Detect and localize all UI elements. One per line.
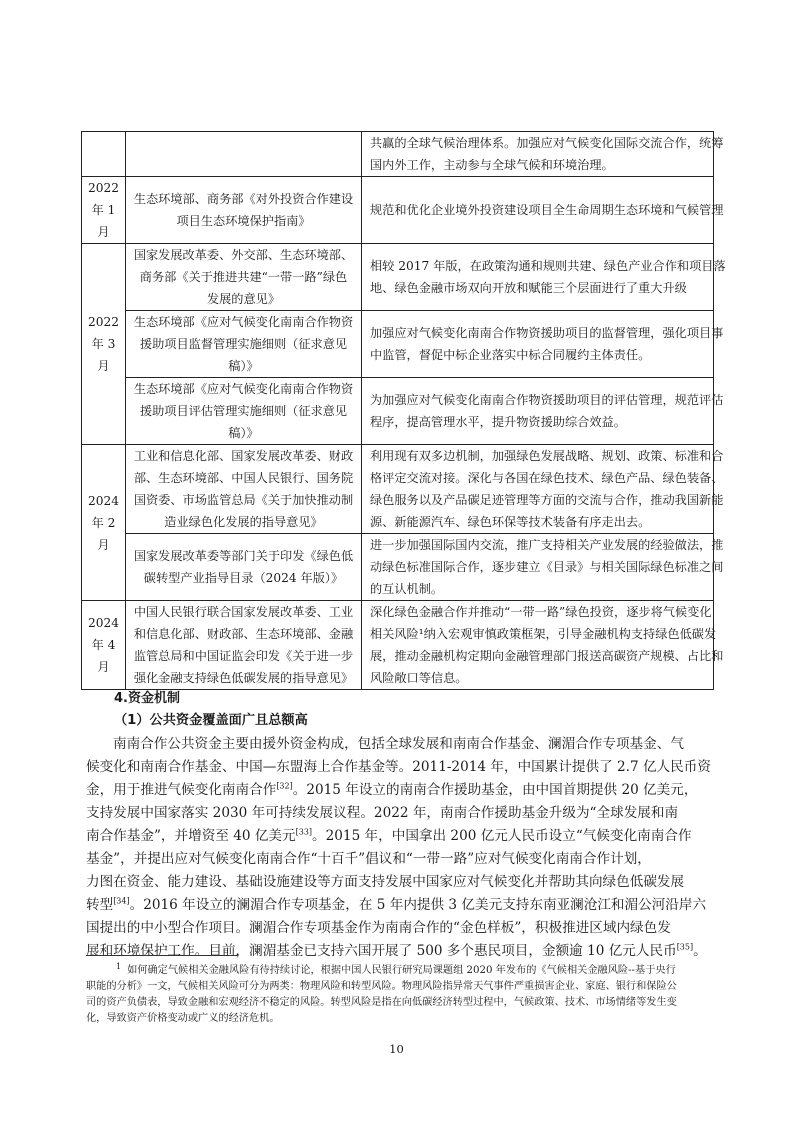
text-run: 国提出的中小型合作项目。澜湄合作专项基金作为南南合作的“金色样板”，积极推进区域内绿色发 bbox=[86, 920, 671, 936]
cell-line: 月 bbox=[97, 537, 110, 552]
cell-line: 绿色服务以及产品碳足迹管理等方面的交流与合作，推动我国新能 bbox=[370, 493, 724, 507]
policy-document-cell bbox=[126, 445, 362, 534]
policy-table-body bbox=[82, 132, 726, 690]
cell-line: 源、新能源汽车、绿色环保等技术装备有序走出去。 bbox=[370, 515, 651, 529]
cell-line: 部、生态环境部、中国人民银行、国务院 bbox=[133, 471, 354, 485]
paragraph-line bbox=[86, 871, 712, 894]
cell-line: 为加强应对气候变化南南合作物资援助项目的评估管理，规范评估 bbox=[370, 393, 724, 407]
table-row bbox=[82, 445, 714, 534]
policy-document-cell bbox=[126, 177, 362, 244]
cell-line: 稿）》 bbox=[228, 359, 259, 373]
text-run: 展和环境保护工作。目前，澜湄基金已支持六国开展了 500 多个惠民项目，金额逾 10 亿元人民币 bbox=[86, 943, 677, 959]
citation-ref: [35] bbox=[676, 942, 694, 952]
policy-description-cell bbox=[362, 445, 724, 534]
text-run: 。2015 年，中国拿出 200 亿元人民币设立“气候变化南南合作 bbox=[312, 828, 692, 844]
paragraph-line bbox=[86, 733, 712, 756]
footnote-text: 如何确定气候相关金融风险有待持续讨论，根据中国人民银行研究局课题组 2020 年发布的《气候相关金融风险--基于央行 bbox=[127, 965, 676, 976]
cell-line: 2022 bbox=[87, 181, 120, 195]
table-row bbox=[82, 601, 714, 690]
text-run: 支持发展中国家落实 2030 年可持续发展议程。2022 年，南南合作援助基金升级为“全球发展和南 bbox=[86, 805, 679, 821]
cell-line: 中国人民银行联合国家发展改革委、工业 bbox=[133, 605, 354, 619]
policy-document-cell bbox=[126, 244, 362, 311]
text-run: 力图在资金、能力建设、基础设施建设等方面支持发展中国家应对气候变化并帮助其向绿色低碳发展 bbox=[86, 874, 685, 890]
text-run: 金，用于推进气候变化南南合作 bbox=[86, 782, 277, 798]
date-cell bbox=[82, 132, 126, 177]
table-row bbox=[82, 244, 714, 311]
cell-line: 援助项目监督管理实施细则（征求意见 bbox=[139, 337, 348, 351]
date-cell bbox=[82, 177, 126, 244]
cell-line: 2022 bbox=[87, 315, 120, 329]
text-run: 。2016 年设立的澜湄合作专项基金，在 5 年内提供 3 亿美元支持东南亚澜沧江和湄公河沿岸六 bbox=[129, 897, 707, 913]
policy-document-cell bbox=[126, 378, 362, 445]
text-run: 。 bbox=[693, 943, 707, 959]
cell-line: 和信息化部、财政部、生态环境部、金融 bbox=[133, 627, 354, 641]
policy-description-cell bbox=[362, 177, 724, 244]
cell-line: 国内外工作，主动参与全球气候和环境治理。 bbox=[370, 158, 614, 172]
footnote-mark: 1 bbox=[116, 961, 122, 971]
text-run: 候变化和南南合作基金、中国—东盟海上合作基金等。2011-2014 年，中国累计提供了 2.7 亿人民币资 bbox=[86, 759, 711, 775]
table-row bbox=[82, 132, 714, 177]
policy-document-cell bbox=[126, 601, 362, 690]
text-run: 转型 bbox=[86, 897, 114, 913]
cell-line: 格评定交流对接。深化与各国在绿色技术、绿色产品、绿色装备、 bbox=[370, 471, 724, 485]
cell-line: 相较 2017 年版，在政策沟通和规则共建、绿色产业合作和项目落 bbox=[370, 259, 726, 273]
policy-description-cell bbox=[362, 132, 724, 177]
cell-line: 共赢的全球气候治理体系。加强应对气候变化国际交流合作，统筹 bbox=[370, 136, 724, 150]
table-row bbox=[82, 534, 714, 601]
text-run: 。2015 年设立的南南合作援助基金，由中国首期提供 20 亿美元， bbox=[292, 782, 698, 798]
policy-description-cell bbox=[362, 311, 724, 378]
cell-line: 月 bbox=[97, 359, 110, 373]
policy-table bbox=[81, 131, 726, 690]
cell-line: 深化绿色金融合作并推动“一带一路”绿色投资，逐步将气候变化 bbox=[370, 605, 712, 619]
cell-line: 月 bbox=[97, 660, 110, 674]
cell-line: 年 1 bbox=[91, 203, 116, 217]
paragraph-line bbox=[86, 825, 712, 848]
footnote-text: 司的资产负债表，导致金融和宏观经济不稳定的风险。转型风险是指在向低碳经济转型过程中，气候政策、技术、市场情绪等发生变 bbox=[86, 997, 677, 1008]
date-cell bbox=[82, 244, 126, 445]
citation-ref: [32] bbox=[276, 781, 293, 791]
cell-line: 规范和优化企业境外投资建设项目全生命周期生态环境和气候管理 bbox=[370, 203, 724, 217]
cell-line: 生态环境部、商务部《对外投资合作建设 bbox=[133, 192, 354, 206]
cell-line: 2024 bbox=[87, 493, 120, 508]
cell-line: 月 bbox=[97, 225, 110, 239]
policy-description-cell bbox=[362, 378, 724, 445]
cell-line: 相关风险¹纳入宏观审慎政策框架，引导金融机构支持绿色低碳发 bbox=[370, 627, 717, 641]
paragraph-line bbox=[86, 848, 712, 871]
cell-line: 加强应对气候变化南南合作物资援助项目的监督管理，强化项目事 bbox=[370, 326, 724, 340]
section-subtitle: （1）公共资金覆盖面广且总额高 bbox=[114, 713, 308, 728]
policy-document-cell bbox=[126, 311, 362, 378]
text-run: 南南合作公共资金主要由援外资金构成，包括全球发展和南南合作基金、澜湄合作专项基金、气 bbox=[113, 736, 684, 752]
paragraph-line bbox=[86, 940, 712, 963]
cell-line: 中监管，督促中标企业落实中标合同履约主体责任。 bbox=[370, 348, 651, 362]
cell-line: 工业和信息化部、国家发展改革委、财政 bbox=[133, 449, 354, 463]
date-cell bbox=[82, 601, 126, 690]
policy-document-cell bbox=[126, 132, 362, 177]
policy-document-cell bbox=[126, 534, 362, 601]
paragraph-line bbox=[86, 894, 712, 917]
cell-line: 生态环境部《应对气候变化南南合作物资 bbox=[133, 382, 354, 396]
cell-line: 国资委、市场监管总局《关于加快推动制 bbox=[133, 493, 354, 507]
page-number: 10 bbox=[389, 1042, 404, 1056]
cell-line: 进一步加强国际国内交流，推广支持相关产业发展的经验做法，推 bbox=[370, 538, 724, 552]
date-cell bbox=[82, 445, 126, 601]
cell-line: 的互认机制。 bbox=[370, 582, 444, 596]
table-row bbox=[82, 311, 714, 378]
cell-line: 国家发展改革委等部门关于印发《绿色低 bbox=[133, 549, 354, 563]
footnote-line bbox=[86, 979, 712, 995]
cell-line: 程序，提高管理水平，提升物资援助综合效益。 bbox=[370, 415, 626, 429]
cell-line: 展，推动金融机构定期向金融管理部门报送高碳资产规模、占比和 bbox=[370, 649, 724, 663]
text-run: 南合作基金”，并增资至 40 亿美元 bbox=[86, 828, 296, 844]
cell-line: 年 4 bbox=[91, 638, 116, 652]
body-paragraph bbox=[86, 733, 712, 963]
cell-line: 稿）》 bbox=[228, 426, 259, 440]
paragraph-line bbox=[86, 802, 712, 825]
cell-line: 发展的意见》 bbox=[206, 292, 281, 306]
cell-line: 碳转型产业指导目录（2024 年版）》 bbox=[143, 571, 344, 585]
cell-line: 生态环境部《应对气候变化南南合作物资 bbox=[133, 315, 354, 329]
footnote-line bbox=[86, 995, 712, 1011]
footnote-divider bbox=[86, 955, 238, 956]
cell-line: 造业绿色化发展的指导意见》 bbox=[164, 515, 323, 529]
table-row bbox=[82, 378, 714, 445]
paragraph-line bbox=[86, 917, 712, 940]
footnote-text: 化，导致资产价格变动或广义的经济危机。 bbox=[86, 1013, 280, 1024]
cell-line: 动绿色标准国际合作，逐步建立《目录》与相关国际绿色标准之间 bbox=[370, 560, 724, 574]
cell-line: 援助项目评估管理实施细则（征求意见 bbox=[139, 404, 348, 418]
cell-line: 地、绿色金融市场双向开放和赋能三个层面进行了重大升级 bbox=[370, 281, 687, 295]
citation-ref: [33] bbox=[295, 827, 313, 837]
footnote bbox=[86, 963, 712, 1027]
paragraph-line bbox=[86, 779, 712, 802]
cell-line: 强化金融支持绿色低碳发展的指导意见》 bbox=[133, 671, 354, 685]
cell-line: 利用现有双多边机制，加强绿色发展战略、规划、政策、标准和合 bbox=[370, 449, 724, 463]
cell-line: 监管总局和中国证监会印发《关于进一步 bbox=[133, 649, 354, 663]
cell-line: 项目生态环境保护指南》 bbox=[176, 214, 311, 228]
section-title: 4.资金机制 bbox=[114, 691, 180, 706]
citation-ref: [34] bbox=[113, 896, 130, 906]
footnote-text: 职能的分析》一文，气候相关风险可分为两类：物理风险和转型风险。物理风险指异常天气事件严重损害企业、家庭、银行和保险公 bbox=[86, 981, 677, 992]
cell-line: 国家发展改革委、外交部、生态环境部、 bbox=[133, 248, 354, 262]
policy-description-cell bbox=[362, 601, 724, 690]
paragraph-line bbox=[86, 756, 712, 779]
cell-line: 风险敞口等信息。 bbox=[370, 671, 468, 685]
text-run: 基金”，并提出应对气候变化南南合作“十百千”倡议和“一带一路”应对气候变化南南合作计划， bbox=[86, 851, 651, 867]
policy-description-cell bbox=[362, 534, 724, 601]
cell-line: 年 2 bbox=[91, 515, 116, 530]
footnote-line bbox=[86, 963, 712, 979]
table-row bbox=[82, 177, 714, 244]
cell-line: 年 3 bbox=[91, 337, 116, 351]
policy-description-cell bbox=[362, 244, 726, 311]
footnote-line bbox=[86, 1011, 712, 1027]
cell-line: 商务部《关于推进共建“一带一路”绿色 bbox=[139, 270, 348, 284]
cell-line: 2024 bbox=[87, 616, 120, 630]
